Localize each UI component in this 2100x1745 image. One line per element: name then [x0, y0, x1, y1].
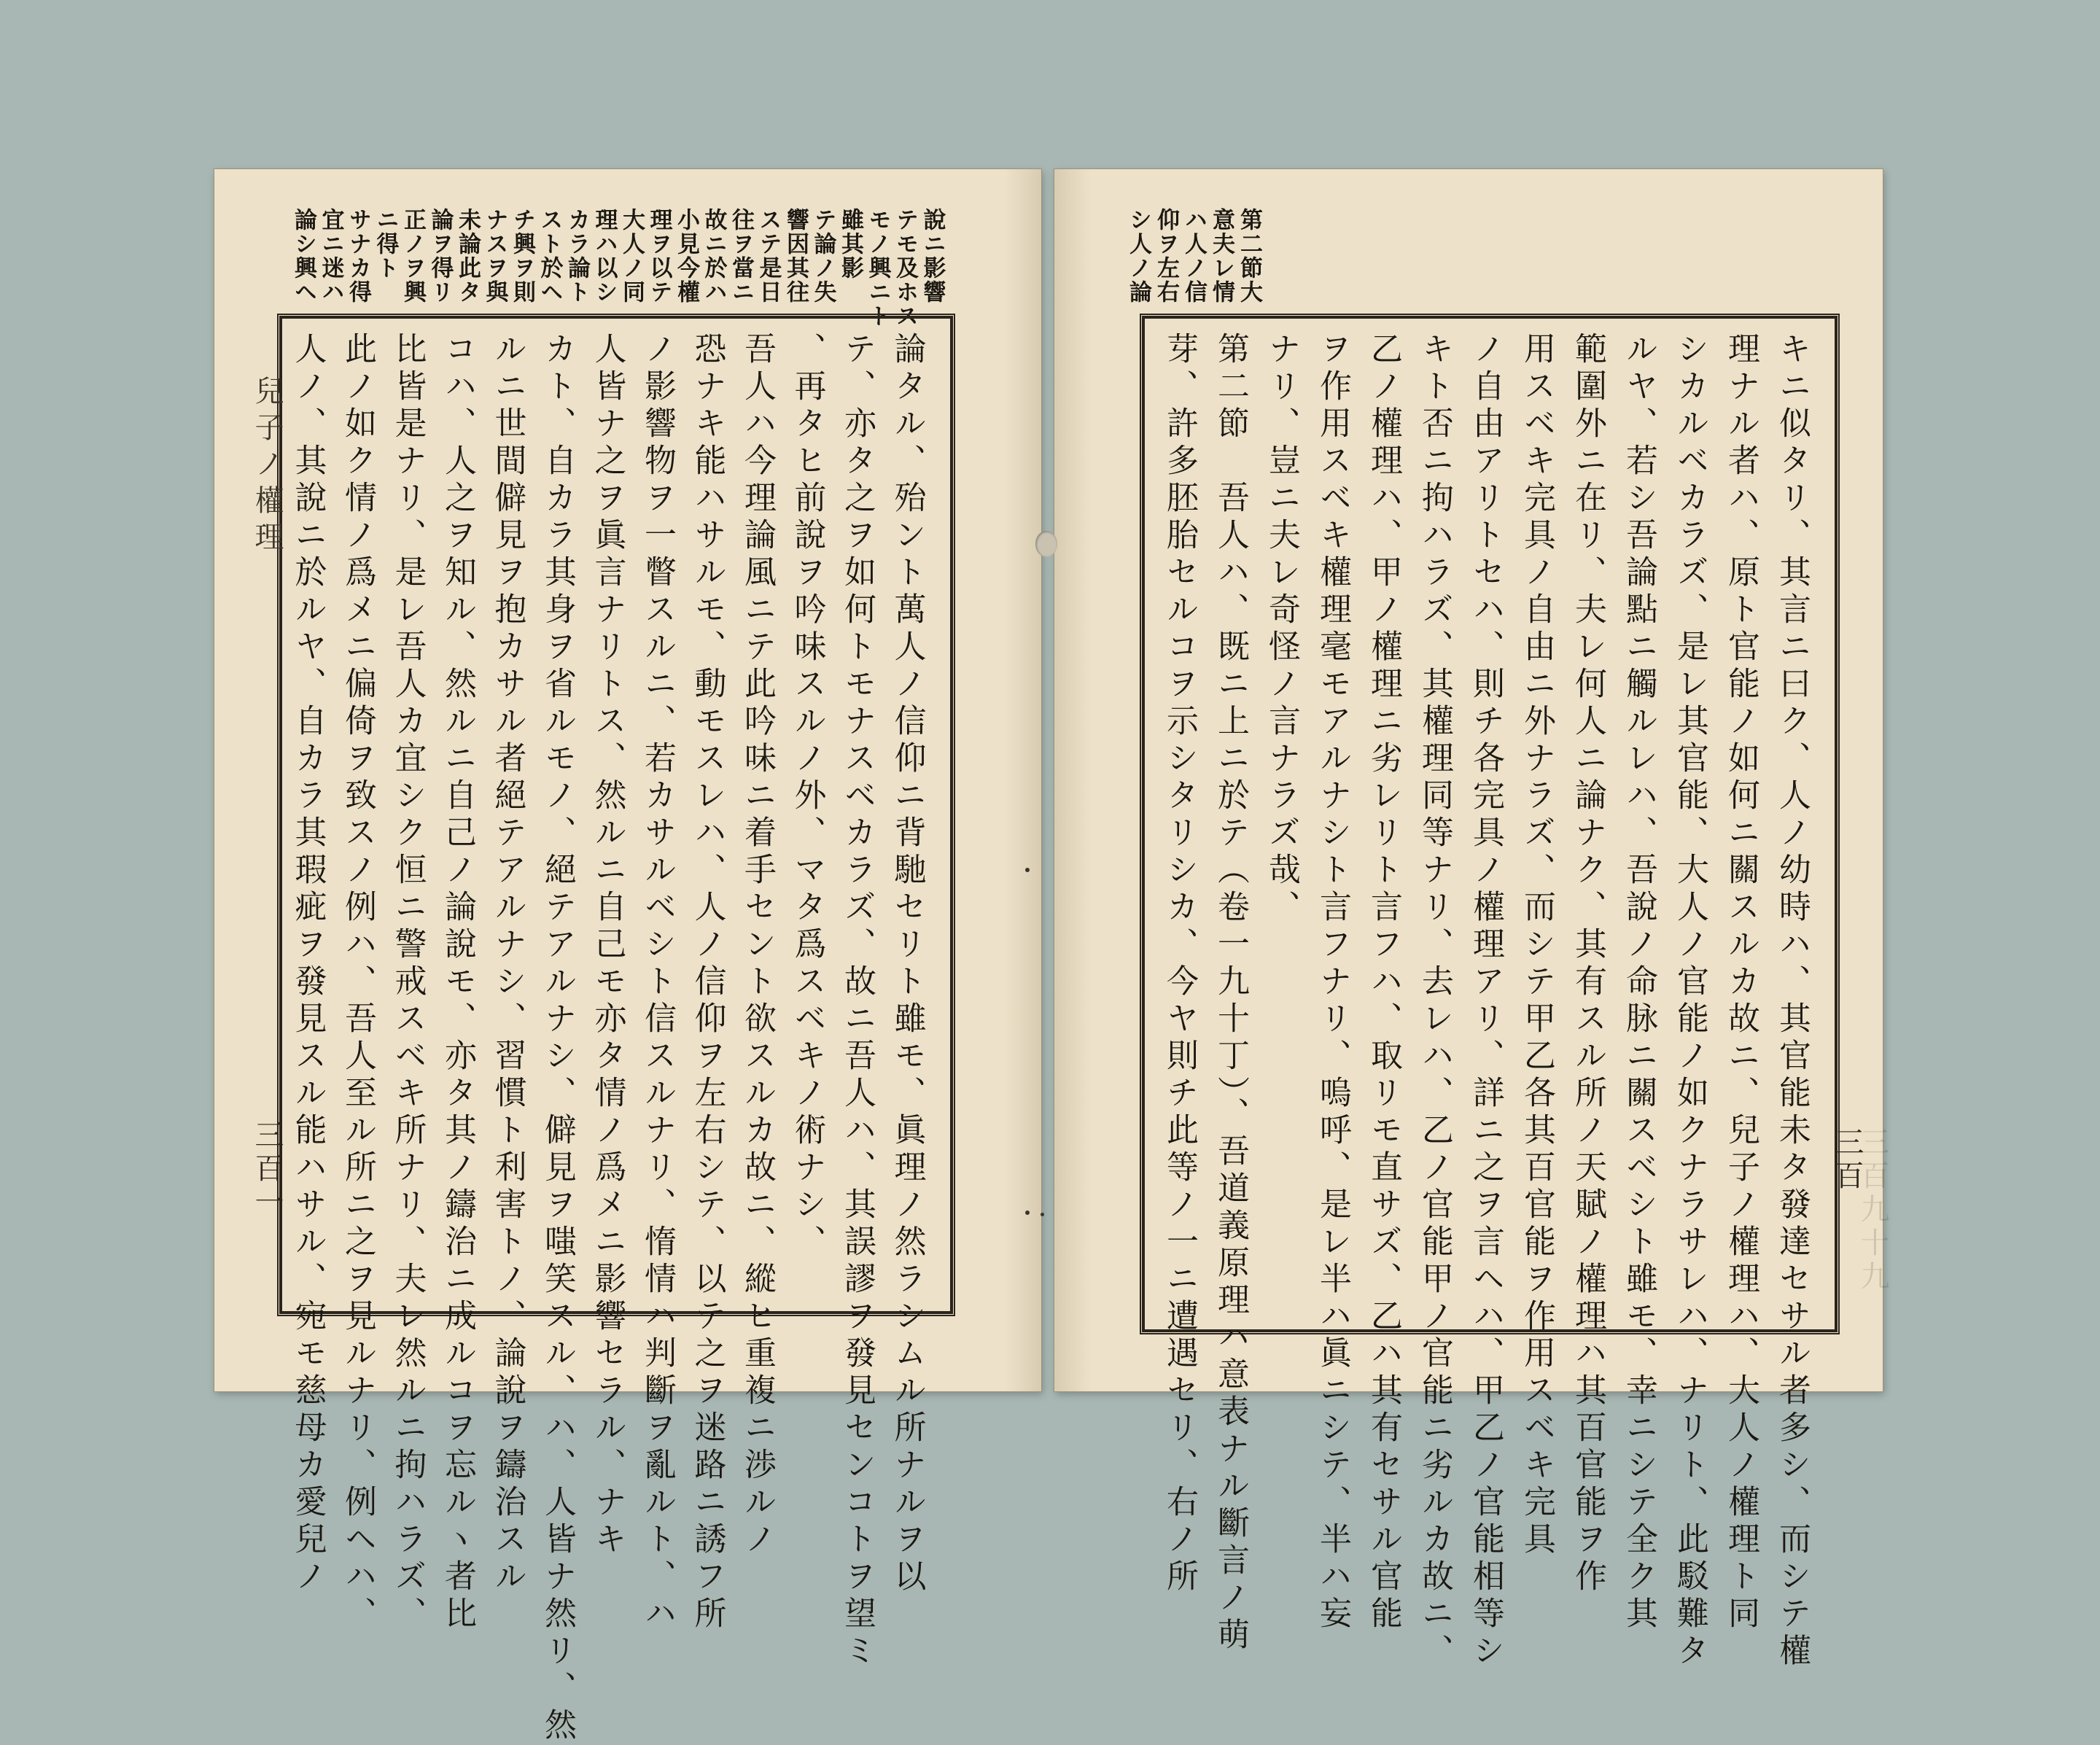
binding-mark — [1041, 1213, 1044, 1216]
left-headnote-column: 故ニ於ハ — [700, 208, 727, 304]
right-body-column: キト否ニ拘ハラズ、其權理同等ナリ、去レハ、乙ノ官能甲ノ官能ニ劣ルカ故ニ、 — [1416, 332, 1453, 1671]
left-running-title: 兒子ノ權理 — [250, 376, 284, 558]
right-body-column: キニ似タリ、其言ニ曰ク、人ノ幼時ハ、其官能未タ發達セサル者多シ、而シテ權 — [1773, 332, 1811, 1671]
left-body-column: 此ノ如ク情ノ爲メニ偏倚ヲ致スノ例ハ、吾人至ル所ニ之ヲ見ルナリ、例ヘハ、 — [339, 332, 376, 1633]
right-headnote-column: 第二節大 — [1236, 208, 1262, 304]
right-body-column: 芽、許多胚胎セルコヲ示シタリシカ、今ヤ則チ此等ノ一ニ遭遇セリ、右ノ所 — [1161, 332, 1198, 1596]
right-body-column: 範圍外ニ在リ、夫レ何人ニ論ナク、其有スル所ノ天賦ノ權理ハ其百官能ヲ作 — [1569, 332, 1606, 1596]
left-body-column: 比皆是ナリ、是レ吾人カ宜シク恒ニ警戒スベキ所ナリ、夫レ然ルニ拘ハラズ、 — [389, 332, 427, 1633]
left-headnote-column: ニ得ト — [372, 208, 399, 280]
right-headnote-column: シ人ノ論 — [1125, 208, 1151, 304]
left-body-column: 人皆ナ之ヲ眞言ナリトス、然ルニ自己モ亦タ情ノ爲メニ影響セラル、ナキ — [588, 332, 626, 1559]
left-headnote-column: 理ヲ以テ — [645, 208, 672, 304]
left-headnote-column: 大人ノ同 — [618, 208, 645, 304]
left-headnote-column: カラ論ト — [564, 208, 590, 304]
left-page-number: 三百一 — [250, 1119, 284, 1220]
left-headnote-column: 正ノヲ興 — [400, 208, 426, 304]
right-body-column: 乙ノ權理ハ、甲ノ權理ニ劣レリト言フハ、取リモ直サズ、乙ハ其有セサル官能 — [1365, 332, 1402, 1633]
left-headnote-column: チ興ヲ則 — [509, 208, 535, 304]
left-headnote-column: テモ及ホス — [892, 208, 918, 328]
left-body-column: ノ影響物ヲ一瞥スルニ、若カサルベシト信スルナリ、惰情ハ判斷ヲ亂ルト、ハ — [639, 332, 676, 1633]
left-headnote-column: 說ニ影響 — [919, 208, 946, 304]
right-body-column: 第二節 吾人ハ、既ニ上ニ於テ（卷一九十丁）、吾道義原理ハ意表ナル斷言ノ萌 — [1212, 332, 1249, 1655]
left-headnote-column: ステ是日 — [755, 208, 782, 304]
left-headnote-column: 雖其影 — [837, 208, 863, 280]
right-page-number: 三百 — [1830, 1127, 1864, 1194]
left-headnote-column: 宜ニ迷ハ — [317, 208, 344, 304]
right-gutter-shadow — [1054, 169, 1091, 1391]
left-headnote-column: ナスヲ與 — [481, 208, 508, 304]
left-body-column: テ、亦タ之ヲ如何トモナスベカラズ、故ニ吾人ハ、其誤謬ヲ發見センコトヲ望ミ — [839, 332, 876, 1671]
right-body-column: 理ナル者ハ、原ト官能ノ如何ニ關スルカ故ニ、兒子ノ權理ハ、大人ノ權理ト同 — [1722, 332, 1759, 1633]
right-body-column: ヲ作用スベキ權理毫モアルナシト言フナリ、嗚呼、是レ半ハ眞ニシテ、半ハ妄 — [1314, 332, 1351, 1633]
left-body-column: 人ノ、其說ニ於ルヤ、自カラ其瑕疵ヲ發見スル能ハサル、宛モ慈母カ愛兒ノ — [289, 332, 327, 1596]
left-headnote-column: 小見今權 — [673, 208, 699, 304]
right-body-column: ナリ、豈ニ夫レ奇怪ノ言ナラズ哉、 — [1263, 332, 1300, 927]
right-faint-page-number: 三百九十九 — [1856, 1127, 1889, 1294]
binding-mark — [1025, 868, 1030, 872]
right-body-column: ルヤ、若シ吾論點ニ觸ルレハ、吾說ノ命脉ニ關スベシト雖モ、幸ニシテ全ク其 — [1620, 332, 1657, 1633]
right-headnote-column: ハ人ノ信 — [1181, 208, 1207, 304]
right-headnote-column: 仰ヲ左右 — [1153, 208, 1179, 304]
left-headnote-column: サナカ得 — [345, 208, 371, 304]
left-body-column: 論タル、殆ント萬人ノ信仰ニ背馳セリト雖モ、眞理ノ然ラシムル所ナルヲ以 — [888, 332, 926, 1596]
binding-hole — [1035, 531, 1057, 557]
left-body-column: カト、自カラ其身ヲ省ルモノ、絕テアルナシ、僻見ヲ嗤笑スル、ハ、人皆ナ然リ、然 — [539, 332, 576, 1745]
left-headnote-column: テ論ノ失 — [809, 208, 836, 304]
left-gutter-shadow — [1005, 169, 1041, 1391]
right-body-column: ノ自由アリトセハ、則チ各完具ノ權理アリ、詳ニ之ヲ言ヘハ、甲乙ノ官能相等シ — [1467, 332, 1504, 1671]
right-headnote-column: 意夫レ情 — [1208, 208, 1234, 304]
right-body-column: シカルベカラズ、是レ其官能、大人ノ官能ノ如クナラサレハ、ナリト、此駁難タ — [1671, 332, 1708, 1671]
left-headnote-column: モノ興ニト — [864, 208, 891, 328]
left-headnote-column: 響因其往 — [782, 208, 809, 304]
left-headnote-column: 論ヲ得リ — [427, 208, 454, 304]
left-body-column: ルニ世間僻見ヲ抱カサル者絕テアルナシ、習慣ト利害トノ、論說ヲ鑄治スル — [489, 332, 526, 1596]
right-body-column: 用スベキ完具ノ自由ニ外ナラズ、而シテ甲乙各其百官能ヲ作用スベキ完具 — [1518, 332, 1555, 1559]
left-body-column: 、再タヒ前說ヲ吟味スルノ外、マタ爲スベキノ術ナシ、 — [788, 332, 826, 1262]
binding-mark — [1025, 1210, 1030, 1215]
left-headnote-column: スト於ヘ — [536, 208, 563, 304]
left-headnote-column: 論シ興ヘ — [290, 208, 316, 304]
left-headnote-column: 未論此タ — [454, 208, 481, 304]
left-body-column: コハ、人之ヲ知ル、然ルニ自己ノ論說モ、亦タ其ノ鑄治ニ成ルコヲ忘ルヽ者比 — [439, 332, 476, 1633]
left-body-column: 恐ナキ能ハサルモ、動モスレハ、人ノ信仰ヲ左右シテ、以テ之ヲ迷路ニ誘フ所 — [688, 332, 726, 1633]
left-headnote-column: 理ハ以シ — [591, 208, 618, 304]
right-headnote — [1119, 208, 1265, 317]
left-headnote — [290, 208, 948, 328]
left-headnote-column: 往ヲ當ニ — [728, 208, 754, 304]
left-body-column: 吾人ハ今理論風ニテ此吟味ニ着手セント欲スルカ故ニ、縱ヒ重複ニ渉ルノ — [739, 332, 776, 1559]
